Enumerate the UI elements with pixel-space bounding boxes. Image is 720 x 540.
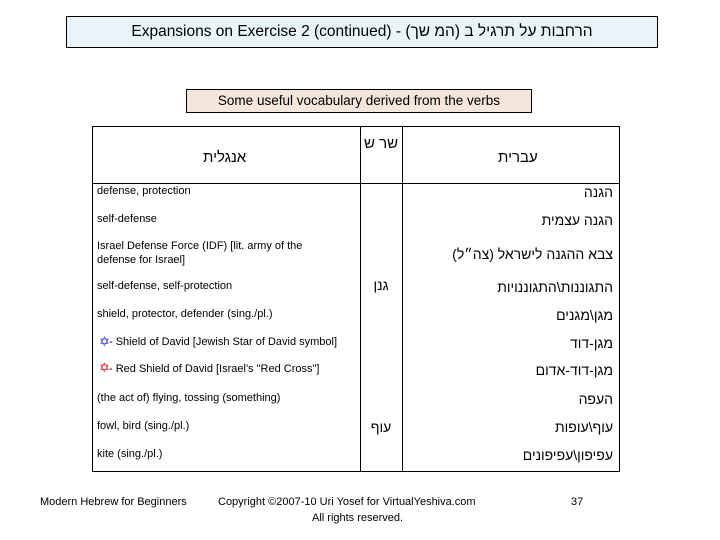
root-uf: עוף bbox=[370, 419, 392, 435]
row-english: kite (sing./pl.) bbox=[97, 448, 163, 460]
row-hebrew: מגן-דוד bbox=[570, 335, 613, 351]
footer-rights: All rights reserved. bbox=[312, 512, 404, 524]
footer-copyright: Copyright ©2007-10 Uri Yosef for VirtualYeshiva.com bbox=[218, 496, 476, 508]
vocabulary-table bbox=[92, 126, 620, 472]
slide-title: Expansions on Exercise 2 (continued) - (הרחבות על תרגיל ב (המ שך bbox=[66, 16, 658, 48]
header-hebrew: עברית bbox=[498, 149, 538, 166]
row-hebrew: העפה bbox=[578, 391, 613, 407]
root-ganan: גנן bbox=[373, 277, 389, 293]
row-english: (the act of) flying, tossing (something) bbox=[97, 392, 281, 404]
row-hebrew: הגנה עצמית bbox=[541, 212, 613, 228]
row-english: defense, protection bbox=[97, 185, 191, 197]
row-english: shield, protector, defender (sing./pl.) bbox=[97, 308, 273, 320]
row-english: defense for Israel] bbox=[97, 254, 186, 266]
row-hebrew: מגן\מגנים bbox=[556, 307, 613, 323]
header-root: שר ש bbox=[363, 135, 399, 152]
red-star-of-david-icon: ✡ bbox=[99, 360, 110, 375]
slide-subtitle: Some useful vocabulary derived from the verbs bbox=[186, 89, 532, 113]
page-number: 37 bbox=[571, 496, 584, 508]
row-hebrew: הגנה bbox=[583, 184, 613, 200]
row-hebrew: התגוננות\התגוננויות bbox=[497, 279, 613, 295]
header-divider bbox=[93, 183, 619, 184]
row-hebrew: צבא ההגנה לישראל (צה״ל) bbox=[452, 246, 613, 262]
row-hebrew: מגן-דוד-אדום bbox=[535, 362, 613, 378]
row-english: self-defense, self-protection bbox=[97, 280, 233, 292]
row-english: - Shield of David [Jewish Star of David symbol] bbox=[109, 336, 338, 348]
column-divider bbox=[402, 127, 403, 471]
row-english: Israel Defense Force (IDF) [lit. army of the bbox=[97, 240, 303, 252]
blue-star-of-david-icon: ✡ bbox=[99, 334, 110, 349]
header-english: אנגלית bbox=[203, 149, 247, 166]
row-english: self-defense bbox=[97, 213, 157, 225]
row-english: fowl, bird (sing./pl.) bbox=[97, 420, 190, 432]
row-english: - Red Shield of David [Israel's "Red Cross"] bbox=[109, 363, 320, 375]
row-hebrew: עוף\עופות bbox=[554, 419, 613, 435]
footer-course-title: Modern Hebrew for Beginners bbox=[40, 496, 187, 508]
row-hebrew: עפיפון\עפיפונים bbox=[522, 447, 613, 463]
